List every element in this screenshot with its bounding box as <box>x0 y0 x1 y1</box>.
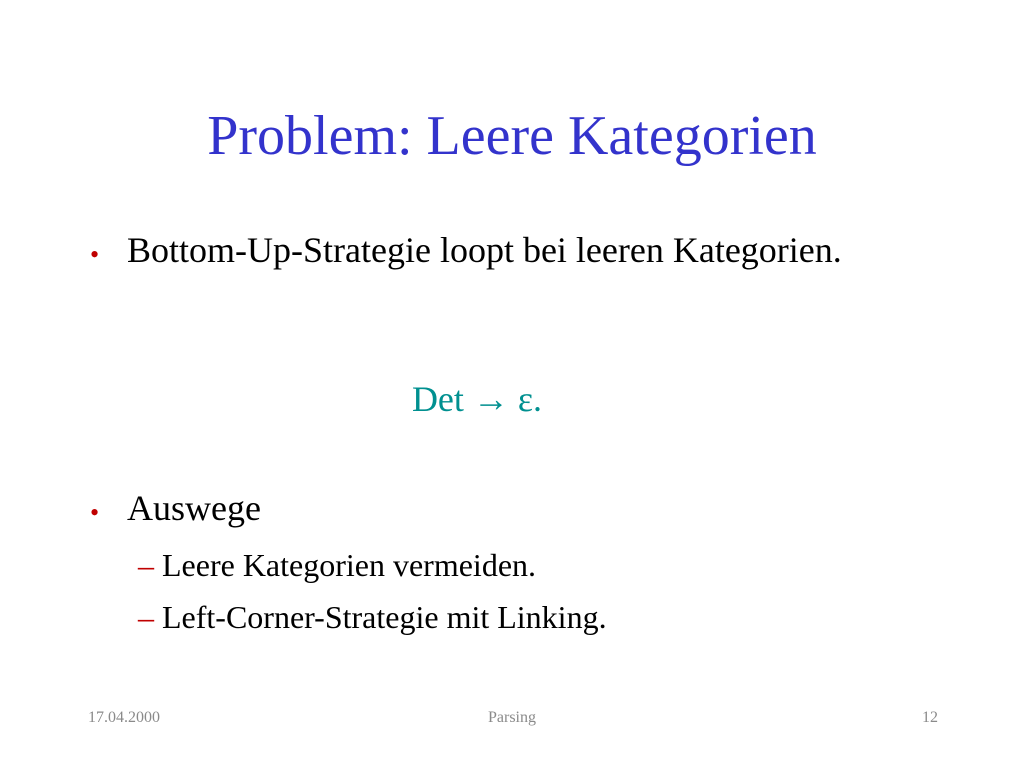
bullet-marker: • <box>90 498 100 527</box>
slide-title: Problem: Leere Kategorien <box>207 105 817 167</box>
bullet-text: Bottom-Up-Strategie loopt bei leeren Kategorien. <box>127 230 842 270</box>
sub-bullet-text: Left-Corner-Strategie mit Linking. <box>162 599 607 635</box>
footer-title: Parsing <box>488 709 536 726</box>
sub-bullet-text: Leere Kategorien vermeiden. <box>162 547 537 583</box>
footer-page-number: 12 <box>922 709 938 726</box>
sub-bullet <box>138 544 536 586</box>
sub-bullet-marker: – <box>138 599 154 635</box>
formula: Det → ε. <box>411 379 543 419</box>
footer-date: 17.04.2000 <box>88 709 160 726</box>
bullet-marker: • <box>90 240 100 269</box>
sub-bullet <box>138 596 607 638</box>
sub-bullet-marker: – <box>138 547 154 583</box>
bullet-text: Auswege <box>127 488 261 528</box>
